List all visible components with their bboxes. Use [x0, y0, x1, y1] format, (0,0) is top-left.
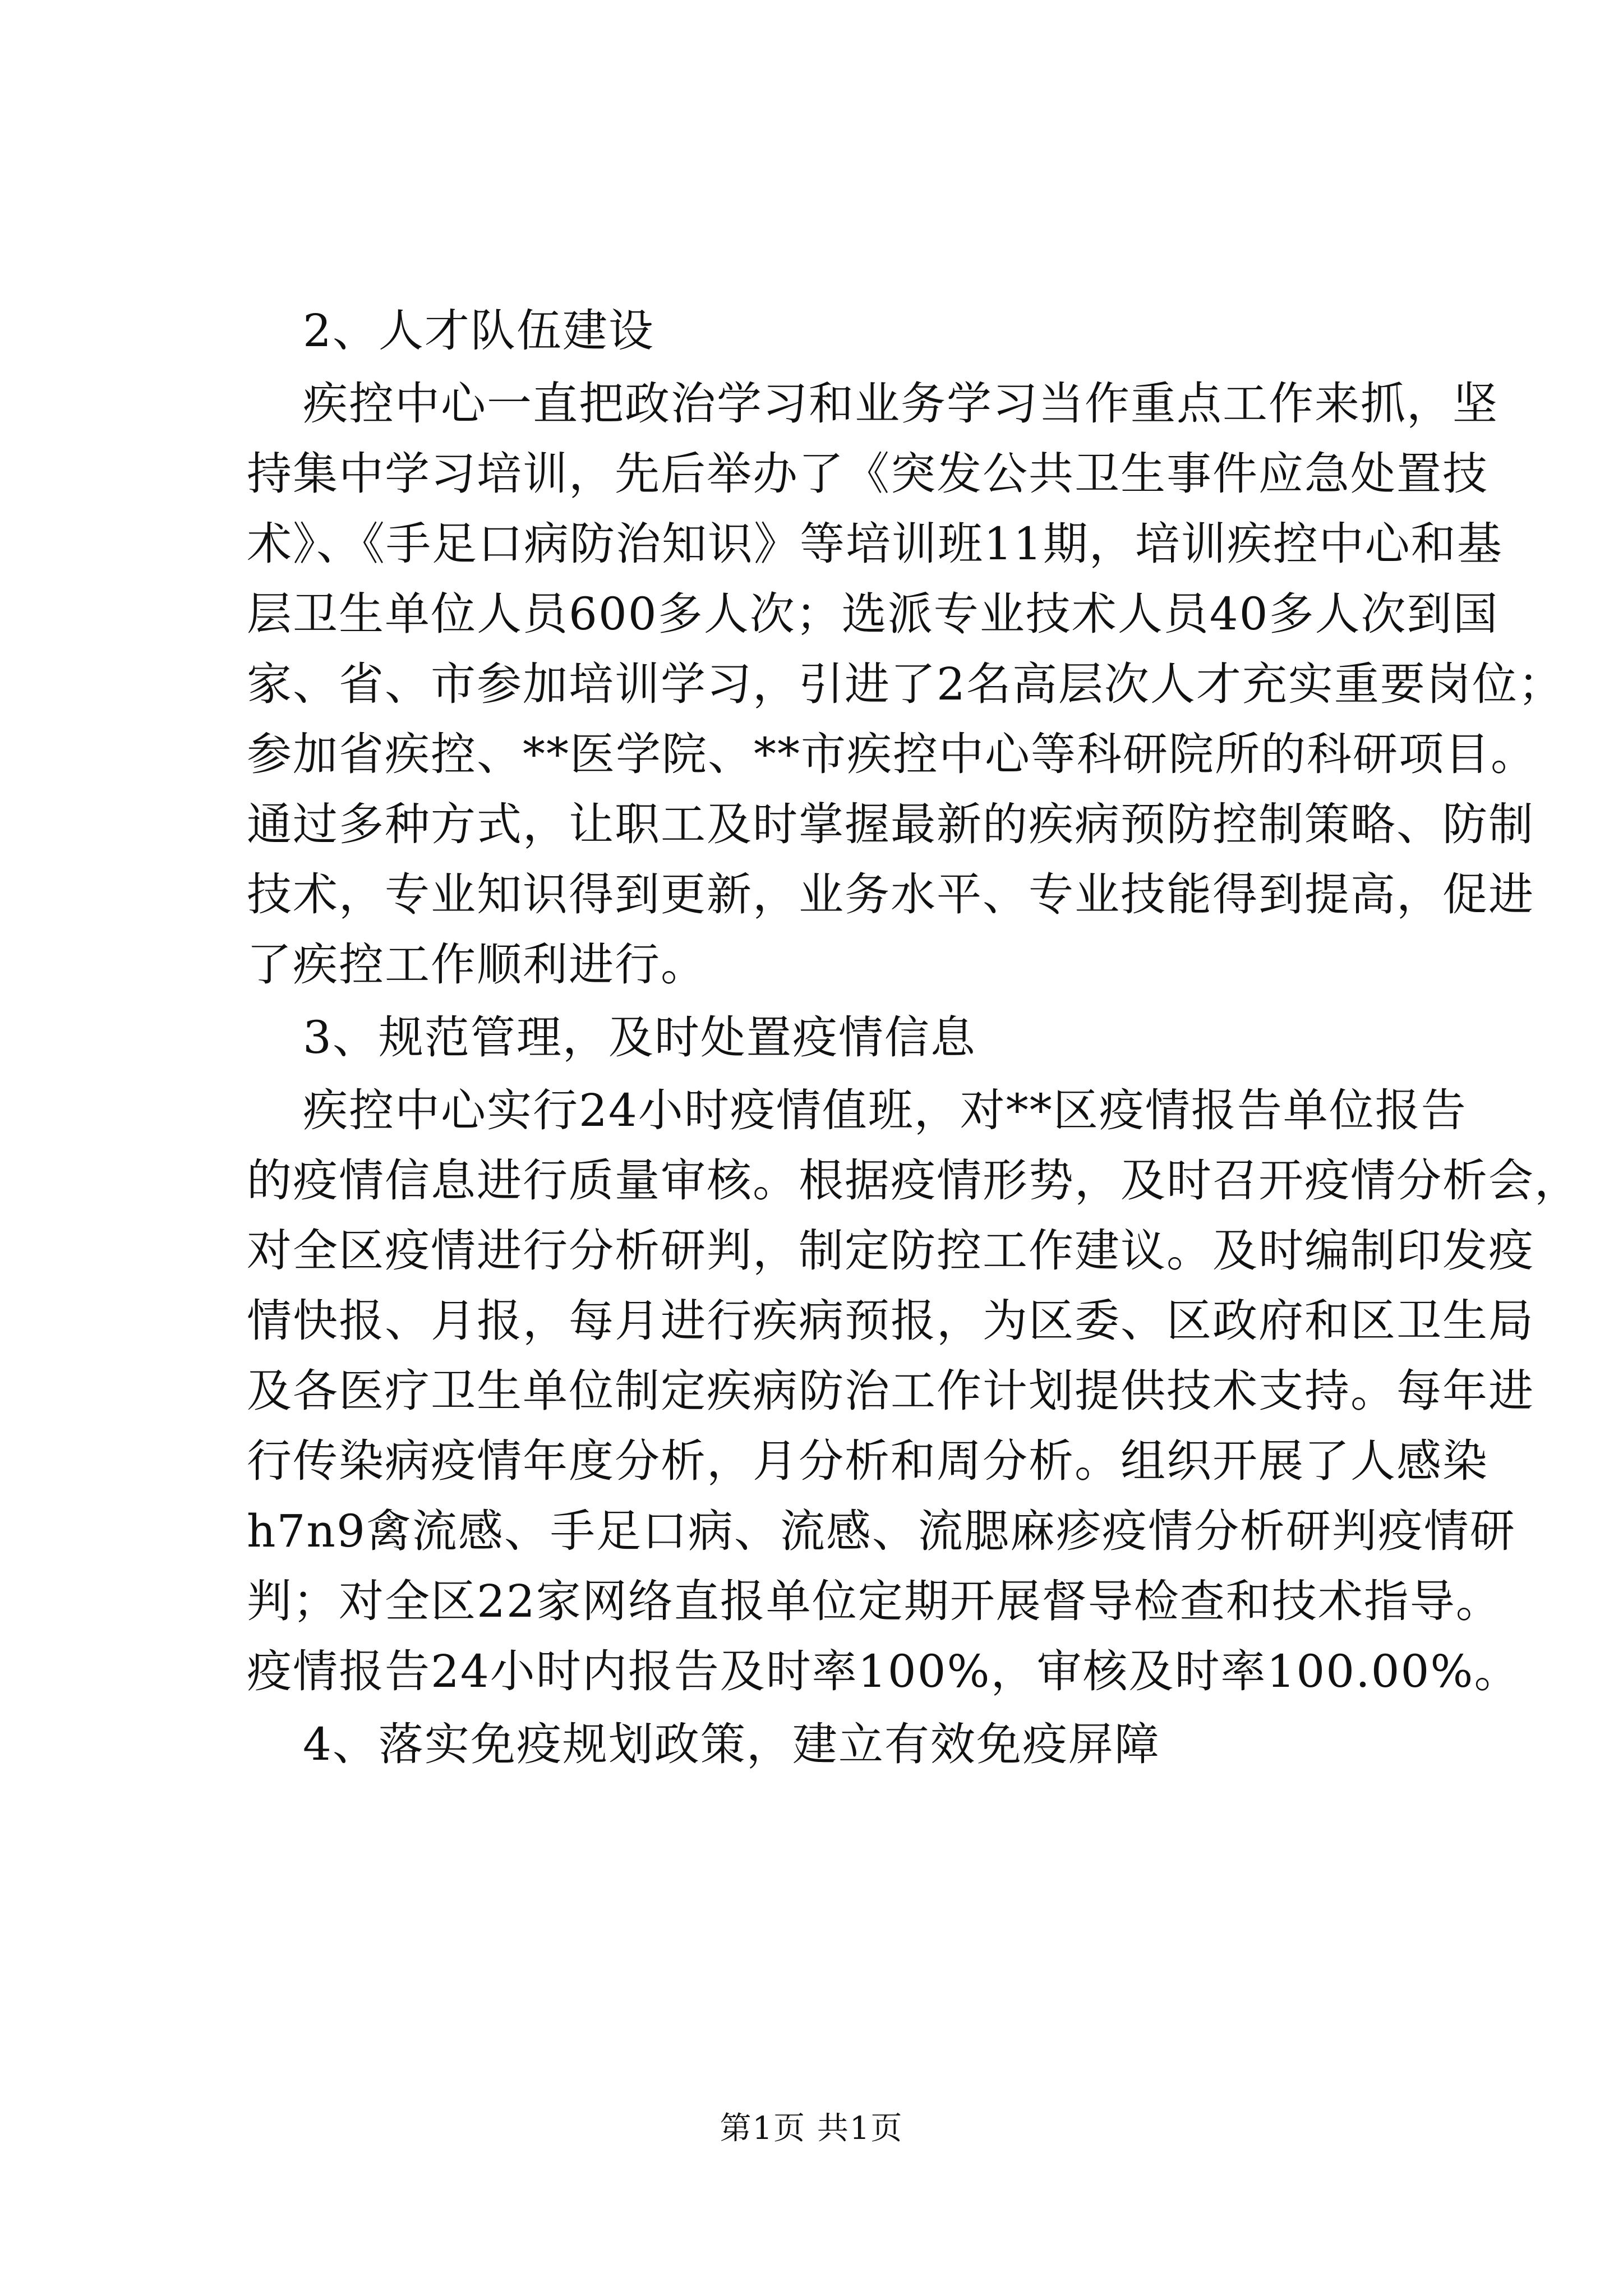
section-heading-2: 2、人才队伍建设 [303, 305, 654, 357]
paragraph-line: 家、省、市参加培训学习，引进了2名高层次人才充实重要岗位； [247, 658, 1564, 710]
paragraph-line: 通过多种方式，让职工及时掌握最新的疾病预防控制策略、防制 [247, 798, 1534, 850]
paragraph-line: 判；对全区22家网络直报单位定期开展督导检查和技术指导。 [247, 1575, 1502, 1627]
paragraph-line: 对全区疫情进行分析研判，制定防控工作建议。及时编制印发疫 [247, 1225, 1534, 1277]
paragraph-line: 层卫生单位人员600多人次；选派专业技术人员40多人次到国 [247, 588, 1499, 640]
paragraph-line: 术》、《手足口病防治知识》等培训班11期，培训疾控中心和基 [247, 518, 1503, 570]
paragraph-line: 持集中学习培训，先后举办了《突发公共卫生事件应急处置技 [247, 448, 1488, 500]
paragraph-line: 疾控中心一直把政治学习和业务学习当作重点工作来抓，坚 [303, 378, 1498, 430]
paragraph-line: 参加省疾控、**医学院、**市疾控中心等科研院所的科研项目。 [247, 728, 1537, 780]
paragraph-line: h7n9禽流感、手足口病、流感、流腮麻疹疫情分析研判疫情研 [247, 1505, 1516, 1557]
section-heading-3: 3、规范管理，及时处置疫情信息 [303, 1011, 976, 1064]
paragraph-line: 疾控中心实行24小时疫情值班，对**区疫情报告单位报告 [303, 1084, 1467, 1137]
paragraph-line: 的疫情信息进行质量审核。根据疫情形势，及时召开疫情分析会， [247, 1154, 1580, 1207]
page-footer: 第1页 共1页 [720, 2110, 903, 2147]
paragraph-line: 技术，专业知识得到更新，业务水平、专业技能得到提高，促进 [247, 868, 1534, 921]
section-heading-4: 4、落实免疫规划政策，建立有效免疫屏障 [303, 1718, 1160, 1770]
paragraph-line: 及各医疗卫生单位制定疾病防治工作计划提供技术支持。每年进 [247, 1365, 1534, 1417]
paragraph-line: 行传染病疫情年度分析，月分析和周分析。组织开展了人感染 [247, 1435, 1488, 1487]
paragraph-line: 了疾控工作顺利进行。 [247, 938, 707, 991]
paragraph-line: 情快报、月报，每月进行疾病预报，为区委、区政府和区卫生局 [247, 1295, 1534, 1347]
paragraph-line: 疫情报告24小时内报告及时率100%，审核及时率100.00%。 [247, 1645, 1520, 1697]
